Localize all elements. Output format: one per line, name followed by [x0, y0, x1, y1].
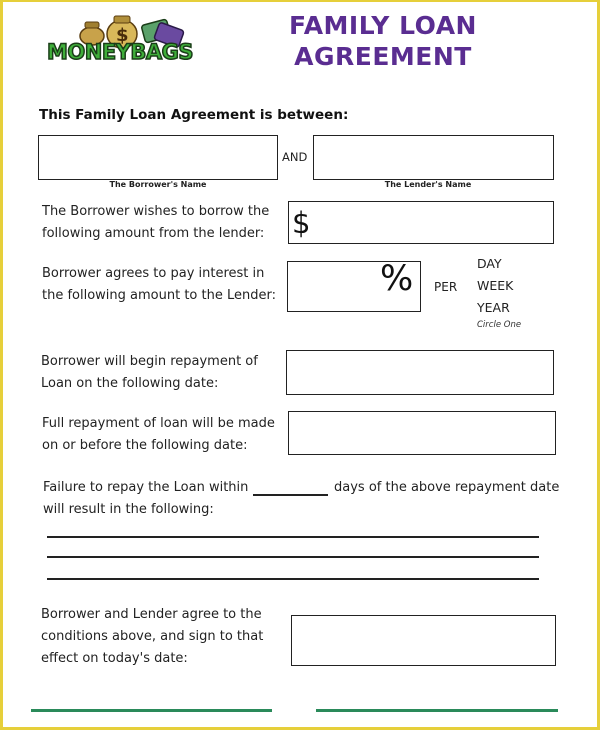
- circle-one-note: Circle One: [477, 320, 522, 330]
- begin-repayment-line-1: Borrower will begin repayment of: [41, 354, 258, 369]
- loan-amount-field[interactable]: [288, 201, 554, 244]
- agreement-line-2: conditions above, and sign to that: [41, 629, 264, 644]
- borrower-name-field[interactable]: [38, 135, 278, 180]
- title-line-2: AGREEMENT: [294, 42, 472, 71]
- borrow-text-line-2: following amount from the lender:: [42, 226, 265, 241]
- signing-date-field[interactable]: [291, 615, 556, 666]
- agreement-line-3: effect on today's date:: [41, 651, 188, 666]
- consequence-line-3[interactable]: [47, 578, 539, 580]
- borrow-text-line-1: The Borrower wishes to borrow the: [42, 204, 270, 219]
- consequence-line-1[interactable]: [47, 536, 539, 538]
- svg-text:$: $: [116, 25, 129, 46]
- full-repayment-line-1: Full repayment of loan will be made: [42, 416, 275, 431]
- lender-name-caption: The Lender's Name: [384, 180, 472, 189]
- lender-signature-line[interactable]: [316, 709, 558, 712]
- full-repayment-line-2: on or before the following date:: [42, 438, 248, 453]
- year-option[interactable]: YEAR: [477, 300, 510, 315]
- week-option[interactable]: WEEK: [477, 278, 514, 293]
- page-border-left: [0, 0, 3, 730]
- interest-text: [42, 263, 276, 307]
- begin-repayment-line-2: Loan on the following date:: [41, 376, 219, 391]
- percent-sign-icon: %: [380, 259, 414, 299]
- borrower-name-caption: The Borrower's Name: [109, 180, 207, 189]
- agreement-text: [41, 604, 263, 670]
- days-blank-line[interactable]: [253, 494, 328, 496]
- borrower-signature-line[interactable]: [31, 709, 272, 712]
- failure-text-part-2: days of the above repayment date: [334, 480, 560, 495]
- per-label: PER: [434, 280, 458, 294]
- interest-text-line-1: Borrower agrees to pay interest in: [42, 266, 265, 281]
- interest-text-line-2: the following amount to the Lender:: [42, 288, 276, 303]
- page-title: [258, 10, 508, 72]
- dollar-sign-icon: $: [292, 206, 311, 240]
- lender-name-field[interactable]: [313, 135, 554, 180]
- begin-repayment-text: [41, 351, 258, 395]
- failure-text-part-1: Failure to repay the Loan within: [43, 480, 249, 495]
- logo-text: MONEYBAGS: [47, 40, 193, 64]
- intro-heading: This Family Loan Agreement is between:: [39, 107, 349, 123]
- full-repayment-text: [42, 413, 275, 457]
- agreement-line-1: Borrower and Lender agree to the: [41, 607, 262, 622]
- borrow-text: [42, 201, 269, 245]
- consequence-line-2[interactable]: [47, 556, 539, 558]
- begin-repayment-date-field[interactable]: [286, 350, 554, 395]
- day-option[interactable]: DAY: [477, 256, 502, 271]
- page-border-top: [0, 0, 600, 2]
- moneybags-logo: [40, 12, 200, 78]
- and-label: AND: [282, 150, 308, 164]
- full-repayment-date-field[interactable]: [288, 411, 556, 455]
- title-line-1: FAMILY LOAN: [289, 11, 477, 40]
- failure-text-line-2: will result in the following:: [43, 502, 214, 517]
